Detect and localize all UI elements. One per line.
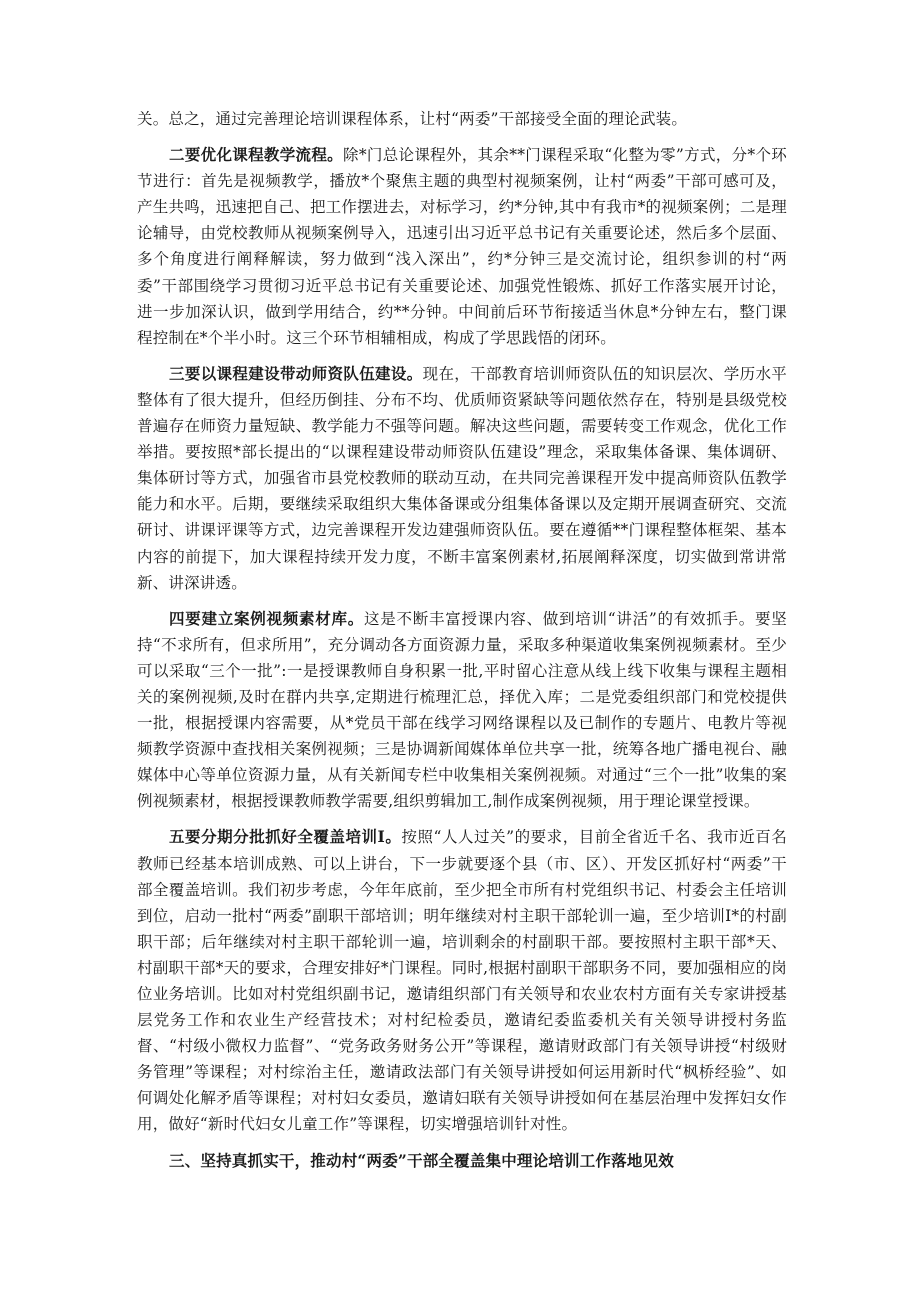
section-lead: 五要分期分批抓好全覆盖培训I。 — [169, 827, 402, 847]
section-faculty — [137, 361, 787, 596]
section-body: 这是不断丰富授课内容、做到培训“讲活”的有效抓手。要坚持“不求所有，但求所用”，充分调动各方面资源力量，采取多种渠道收集案例视频素材。至少可以采取“三个一批”:一是授课教师自身积累一批,平时留心注意从线上线下收集与课程主题相关的案例视频,及时在群内共享,定期进行梳理汇总，择优入库；二是党委组织部门和党校提供一批，根据授课内容需要，从*党员干部在线学习网络课程以及已制作的专题片、电教片等视频教学资源中查找相关案例视频；三是协调新闻媒体单位共享一批，统筹各地广播电视台、融媒体中心等单位资源力量，从有关新闻专栏中收集相关案例视频。对通过“三个一批”收集的案例视频素材，根据授课教师教学需要,组织剪辑加工,制作成案例视频，用于理论课堂授课。 — [137, 609, 787, 811]
section-video-library — [137, 606, 787, 815]
section-lead: 二要优化课程教学流程。 — [169, 145, 344, 165]
document-page — [137, 106, 787, 1174]
section-body: 除*门总论课程外，其余**门课程采取“化整为零”方式，分*个环节进行：首先是视频教学，播放*个聚焦主题的典型村视频案例，让村“两委”干部可感可及，产生共鸣，迅速把自己、把工作摆进去，对标学习，约*分钟,其中有我市*的视频案例；二是理论辅导，由党校教师从视频案例导入，迅速引出习近平总书记有关重要论述，然后多个层面、多个角度进行阐释解读，努力做到“浅入深出”，约*分钟三是交流讨论，组织参训的村“两委”干部围绕学习贯彻习近平总书记有关重要论述、加强党性锻炼、抓好工作落实展开讨论，进一步加深认识，做到学用结合，约**分钟。中间前后环节衔接适当休息*分钟左右，整门课程控制在*个半小时。这三个环节相辅相成，构成了学思践悟的闭环。 — [137, 146, 787, 347]
section-phased-training — [137, 824, 787, 1137]
closing-heading: 三、坚持真抓实干，推动村“两委”干部全覆盖集中理论培训工作落地见效 — [169, 1150, 674, 1170]
section-lead: 四要建立案例视频素材库。 — [169, 608, 364, 628]
section-course-flow — [137, 142, 787, 351]
intro-tail-paragraph: 关。总之，通过完善理论培训课程体系，让村“两委”干部接受全面的理论武装。 — [137, 110, 688, 128]
section-body: 按照“人人过关”的要求，目前全省近千名、我市近百名教师已经基本培训成熟、可以上讲台，下一步就要逐个县（市、区）、开发区抓好村“两委”干部全覆盖培训。我们初步考虑，今年年底前，至少把全市所有村党组织书记、村委会主任培训到位，启动一批村“两委”副职干部培训；明年继续对村主职干部轮训一遍，至少培训I*的村副职干部；后年继续对村主职干部轮训一遍，培训剩余的村副职干部。要按照村主职干部*天、村副职干部*天的要求，合理安排好*门课程。同时,根据村副职干部职务不同，要加强相应的岗位业务培训。比如对村党组织副书记，邀请组织部门有关领导和农业农村方面有关专家讲授基层党务工作和农业生产经营技术；对村纪检委员，邀请纪委监委机关有关领导讲授村务监督、“村级小微权力监督”、“党务政务财务公开”等课程，邀请财政部门有关领导讲授“村级财务管理”等课程；对村综治主任，邀请政法部门有关领导讲授如何运用新时代“枫桥经验”、如何调处化解矛盾等课程；对村妇女委员，邀请妇联有关领导讲授如何在基层治理中发挥妇女作用，做好“新时代妇女儿童工作”等课程，切实增强培训针对性。 — [137, 828, 787, 1134]
section-lead: 三要以课程建设带动师资队伍建设。 — [169, 363, 423, 383]
section-body: 现在，干部教育培训师资队伍的知识层次、学历水平整体有了很大提升，但经历倒挂、分布不均、优质师资紧缺等问题依然存在，特别是县级党校普遍存在师资力量短缺、教学能力不强等问题。解决这些问题，需要转变工作观念，优化工作举措。要按照*部长提出的“以课程建设带动师资队伍建设”理念，采取集体备课、集体调研、集体研讨等方式，加强省市县党校教师的联动互动，在共同完善课程开发中提高师资队伍教学能力和水平。后期，要继续采取组织大集体备课或分组集体备课以及定期开展调查研究、交流研讨、讲课评课等方式，边完善课程开发边建强师资队伍。要在遵循**门课程整体框架、基本内容的前提下，加大课程持续开发力度，不断丰富案例素材,拓展阐释深度，切实做到常讲常新、讲深讲透。 — [137, 364, 788, 592]
